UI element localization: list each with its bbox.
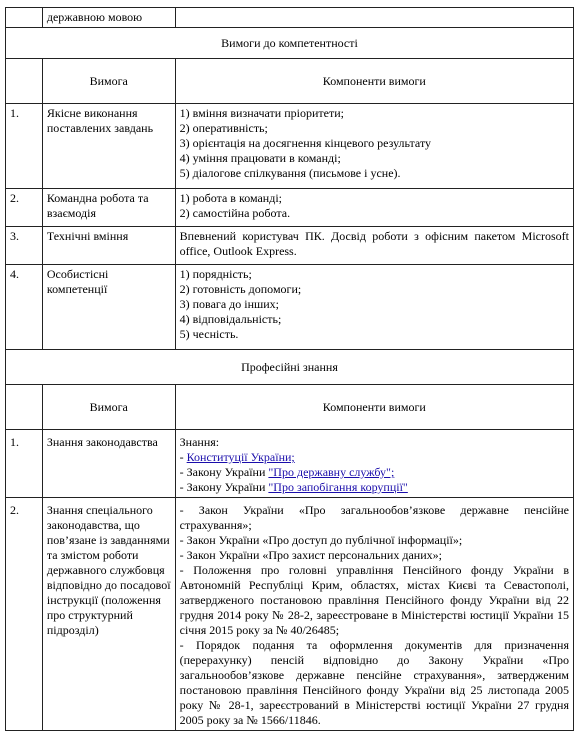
requirement-name: Командна робота та взаємодія bbox=[42, 189, 175, 227]
requirement-name: Знання законодавства bbox=[42, 430, 175, 498]
cell-empty bbox=[6, 8, 43, 28]
civil-service-law-link[interactable]: "Про державну службу"; bbox=[268, 465, 395, 479]
section-heading-row bbox=[6, 350, 574, 385]
table-row bbox=[6, 227, 574, 265]
list-item: 5) діалогове спілкування (письмове і усне). bbox=[179, 166, 401, 180]
list-item bbox=[180, 450, 569, 465]
list-prefix: - Закону України bbox=[179, 465, 269, 479]
list-item: - Положення про головні управління Пенсійного фонду України в Автономній Республіці Крим, областях, містах Києві та Севастополі, затвердженого постановою правління Пенсійного фонду України від 22 грудня 2014 року № 28-2, зареєстроване в Міністерстві юстиції України 15 січня 2015 року за № 40/26485; bbox=[179, 563, 569, 637]
list-item: 5) чесність. bbox=[179, 327, 239, 341]
list-item: - Закон України «Про загальнообов’язкове державне пенсійне страхування»; bbox=[179, 503, 569, 532]
requirement-components bbox=[175, 498, 573, 731]
cell-continued-text: державною мовою bbox=[42, 8, 175, 28]
list-item: 3) повага до інших; bbox=[179, 297, 279, 311]
list-item: - Порядок подання та оформлення документів для призначення (перерахунку) пенсій відповідно до Закону України «Про загальнообов’язкове державне пенсійне страхування», затвердженим постановою правління Пенсійного фонду України від 25 листопада 2005 року № 28-1, зареєстрований в Міністерстві юстиції України 27 грудня 2005 року за № 1566/11846. bbox=[179, 638, 569, 727]
table-row bbox=[6, 498, 574, 731]
list-item: 1) робота в команді; bbox=[179, 191, 282, 205]
list-item: 2) готовність допомоги; bbox=[179, 282, 302, 296]
list-item bbox=[180, 465, 569, 480]
cell-empty bbox=[6, 385, 43, 430]
column-header-components: Компоненти вимоги bbox=[175, 59, 573, 104]
list-item: 2) самостійна робота. bbox=[179, 206, 291, 220]
list-prefix: - Закону України bbox=[179, 480, 269, 494]
column-header-components: Компоненти вимоги bbox=[175, 385, 573, 430]
cell-empty bbox=[6, 59, 43, 104]
column-header-row bbox=[6, 59, 574, 104]
section-title-competence: Вимоги до компетентності bbox=[6, 28, 574, 59]
list-item: 1) вміння визначати пріоритети; bbox=[179, 106, 344, 120]
list-item: - Закон України «Про доступ до публічної інформації»; bbox=[179, 533, 463, 547]
row-number: 4. bbox=[6, 265, 43, 350]
requirement-components bbox=[175, 430, 573, 498]
requirement-name: Технічні вміння bbox=[42, 227, 175, 265]
table-row bbox=[6, 430, 574, 498]
list-item: 3) орієнтація на досягнення кінцевого результату bbox=[179, 136, 432, 150]
list-item bbox=[180, 480, 569, 495]
section-heading-row bbox=[6, 28, 574, 59]
requirements-table bbox=[5, 7, 574, 731]
table-row bbox=[6, 8, 574, 28]
list-item: 4) уміння працювати в команді; bbox=[179, 151, 341, 165]
requirement-components bbox=[175, 189, 573, 227]
row-number: 2. bbox=[6, 498, 43, 731]
list-lead: Знання: bbox=[179, 435, 220, 449]
constitution-link[interactable]: Конституції України; bbox=[186, 450, 295, 464]
list-item: 2) оперативність; bbox=[179, 121, 268, 135]
row-number: 2. bbox=[6, 189, 43, 227]
table-row bbox=[6, 104, 574, 189]
row-number: 1. bbox=[6, 430, 43, 498]
anti-corruption-law-link[interactable]: "Про запобігання корупції" bbox=[268, 480, 408, 494]
list-item: - Закон України «Про захист персональних даних»; bbox=[179, 548, 442, 562]
cell-empty bbox=[175, 8, 573, 28]
requirement-components bbox=[175, 265, 573, 350]
requirement-name: Знання спеціального законодавства, що пов’язане із завданнями та змістом роботи державного службовця відповідно до посадової інструкції (положення про структурний підрозділ) bbox=[42, 498, 175, 731]
column-header-requirement: Вимога bbox=[42, 59, 175, 104]
column-header-requirement: Вимога bbox=[42, 385, 175, 430]
list-item: 4) відповідальність; bbox=[179, 312, 282, 326]
list-prefix: - bbox=[179, 450, 187, 464]
row-number: 3. bbox=[6, 227, 43, 265]
requirement-name: Якісне виконання поставлених завдань bbox=[42, 104, 175, 189]
table-row bbox=[6, 265, 574, 350]
requirement-components: Впевнений користувач ПК. Досвід роботи з офісним пакетом Microsoft office, Outlook Express. bbox=[175, 227, 573, 265]
table-row bbox=[6, 189, 574, 227]
column-header-row bbox=[6, 385, 574, 430]
list-item: 1) порядність; bbox=[179, 267, 252, 281]
requirement-name: Особистісні компетенції bbox=[42, 265, 175, 350]
section-title-knowledge: Професійні знання bbox=[6, 350, 574, 385]
row-number: 1. bbox=[6, 104, 43, 189]
requirement-components bbox=[175, 104, 573, 189]
